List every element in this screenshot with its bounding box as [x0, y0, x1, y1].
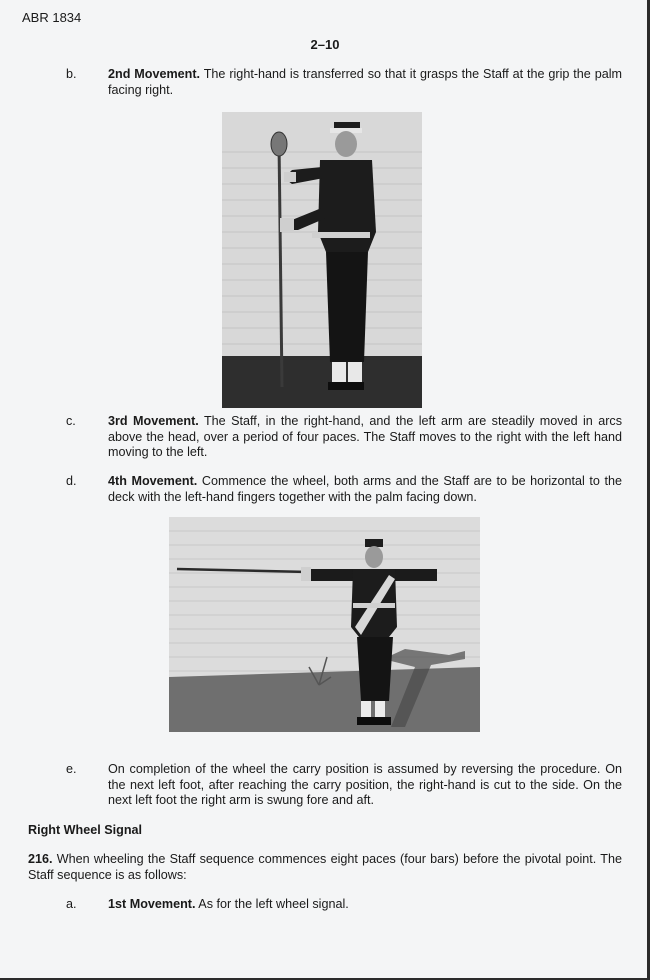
- item-letter: e.: [66, 762, 77, 776]
- item-text: The Staff, in the right-hand, and the left arm are steadily moved in arcs above the head, over a period of four paces. The Staff moves to the right with the left hand moving to the left.: [108, 414, 622, 460]
- item-letter: d.: [66, 474, 77, 488]
- item-text: As for the left wheel signal.: [195, 897, 349, 911]
- section-heading: Right Wheel Signal: [28, 823, 143, 837]
- document-reference: ABR 1834: [22, 10, 82, 25]
- paragraph-text: When wheeling the Staff sequence commences eight paces (four bars) before the pivotal point. The Staff sequence is as follows:: [28, 852, 622, 882]
- item-letter: a.: [66, 897, 77, 911]
- item-text: Commence the wheel, both arms and the Staff are to be horizontal to the deck with the left-hand fingers together with the palm facing down.: [108, 474, 622, 504]
- item-text: The right-hand is transferred so that it grasps the Staff at the grip the palm facing right.: [108, 67, 622, 97]
- item-body: [108, 67, 622, 98]
- photo-second-movement: [222, 112, 422, 408]
- item-body: [108, 897, 622, 913]
- page-number: 2–10: [310, 37, 340, 52]
- item-text: On completion of the wheel the carry position is assumed by reversing the procedure. On the next left foot, after reaching the carry position, the right-hand is cut to the side. On the next left foot the right arm is swung fore and aft.: [108, 762, 622, 808]
- item-body: [108, 414, 622, 461]
- item-title: 1st Movement.: [108, 897, 196, 911]
- item-body: [108, 474, 622, 505]
- item-title: 4th Movement.: [108, 474, 198, 488]
- item-letter: b.: [66, 67, 77, 81]
- paragraph-number: 216.: [28, 852, 53, 866]
- item-body: [108, 762, 622, 809]
- item-title: 2nd Movement.: [108, 67, 201, 81]
- item-title: 3rd Movement.: [108, 414, 199, 428]
- paragraph-216: [28, 852, 622, 883]
- photo-fourth-movement: [169, 517, 480, 732]
- item-letter: c.: [66, 414, 76, 428]
